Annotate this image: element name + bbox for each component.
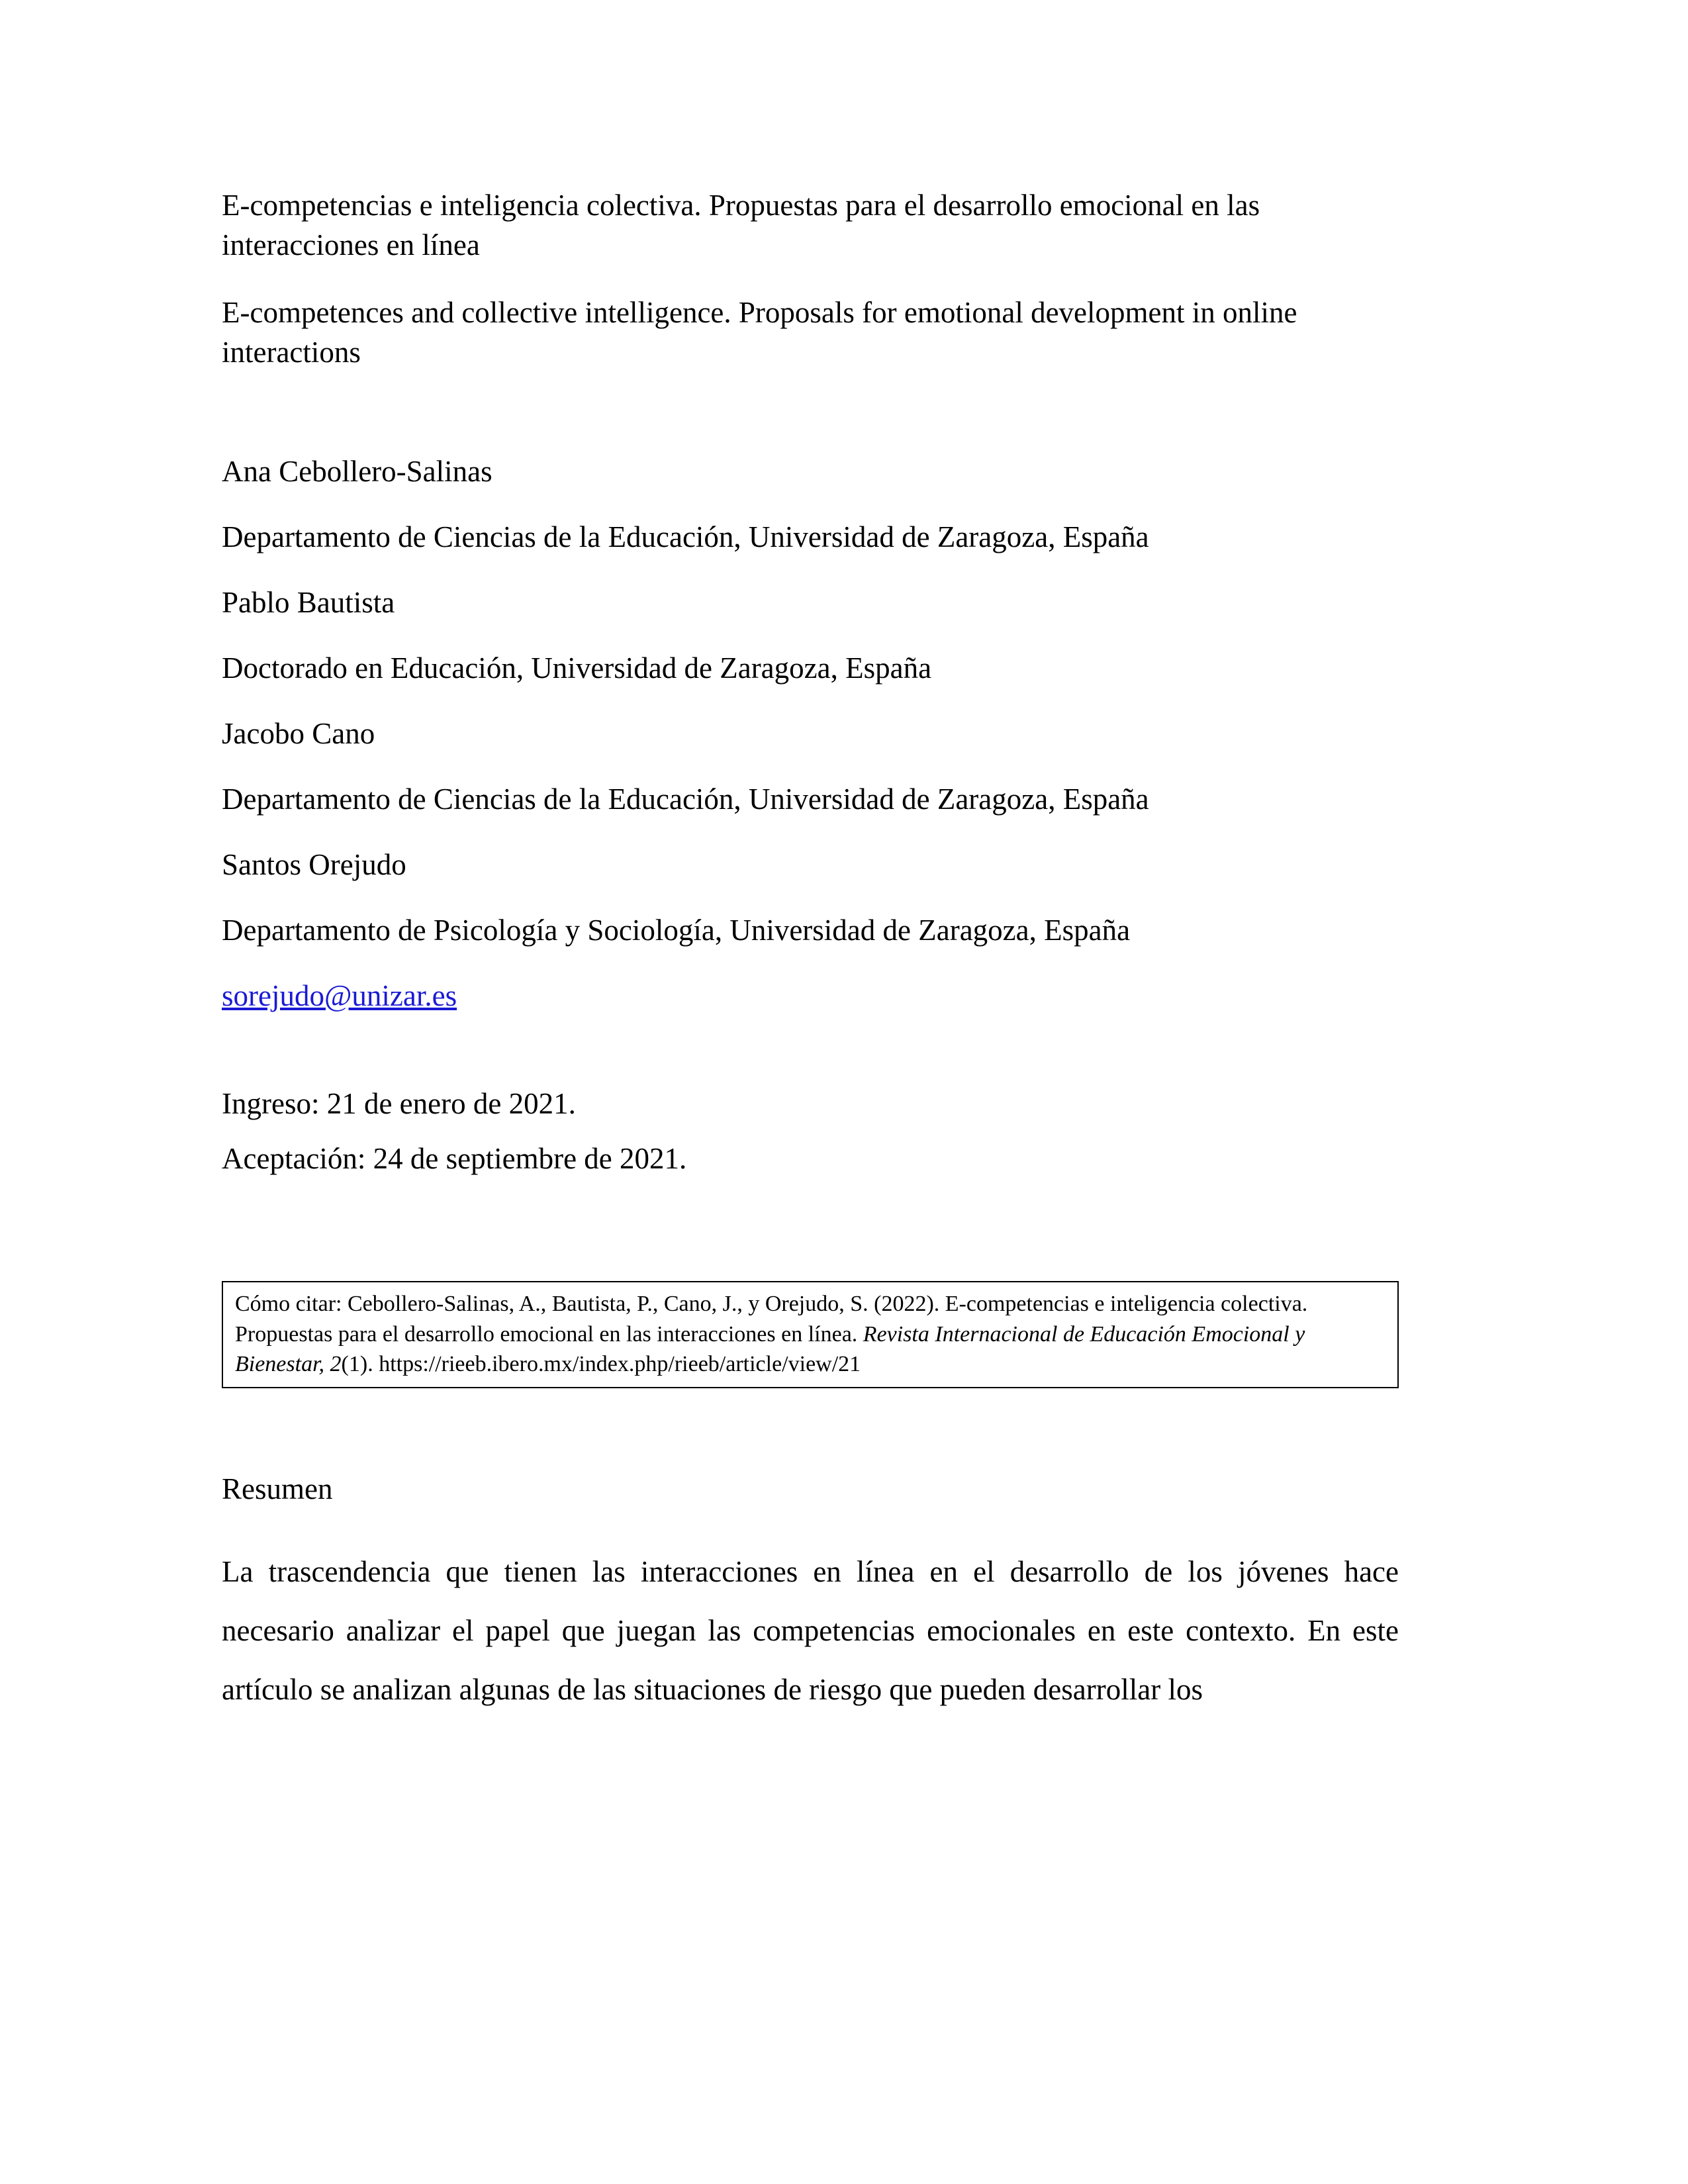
- how-to-cite-box: [222, 1281, 1399, 1388]
- abstract-heading: Resumen: [222, 1472, 333, 1506]
- citation-text: [235, 1289, 1388, 1379]
- author-name: Santos Orejudo: [222, 848, 406, 882]
- author-name: Jacobo Cano: [222, 717, 375, 751]
- author-name: Pablo Bautista: [222, 586, 395, 620]
- author-list: [222, 457, 1399, 1011]
- citation-part-two: (1). https://rieeb.ibero.mx/index.php/rieeb/article/view/21: [341, 1351, 861, 1376]
- author-affiliation: Departamento de Psicología y Sociología, Universidad de Zaragoza, España: [222, 914, 1131, 947]
- author-affiliation: Departamento de Ciencias de la Educación, Universidad de Zaragoza, España: [222, 783, 1149, 816]
- corresponding-email-line: [222, 981, 1399, 1011]
- author-affiliation: Departamento de Ciencias de la Educación, Universidad de Zaragoza, España: [222, 520, 1149, 554]
- submission-dates: [222, 1089, 1399, 1174]
- received-date: Ingreso: 21 de enero de 2021.: [222, 1087, 576, 1121]
- accepted-date: Aceptación: 24 de septiembre de 2021.: [222, 1142, 687, 1176]
- author-affiliation: Doctorado en Educación, Universidad de Zaragoza, España: [222, 651, 932, 685]
- article-title-spanish: E-competencias e inteligencia colectiva. Propuestas para el desarrollo emocional en las interacciones en línea: [222, 189, 1260, 261]
- page-content-column: [222, 0, 1399, 1719]
- corresponding-email-link[interactable]: sorejudo@unizar.es: [222, 979, 457, 1013]
- author-name: Ana Cebollero-Salinas: [222, 455, 492, 489]
- citation-part-one: Cómo citar: Cebollero-Salinas, A., Bautista, P., Cano, J., y Orejudo, S. (2022). E-competencias e inteligencia colectiva. Propuestas para el desarrollo emocional en las interacciones en línea.: [235, 1292, 1308, 1347]
- article-title-english: E-competences and collective intelligence. Proposals for emotional development in online interactions: [222, 295, 1297, 369]
- abstract-body: La trascendencia que tienen las interacciones en línea en el desarrollo de los jóvenes hace necesario analizar el papel que juegan las competencias emocionales en este contexto. En este artículo se analizan algunas de las situaciones de riesgo que pueden desarrollar los: [222, 1555, 1399, 1707]
- citation-journal-italic: Revista Internacional de Educación Emocional y Bienestar, 2: [235, 1321, 1305, 1376]
